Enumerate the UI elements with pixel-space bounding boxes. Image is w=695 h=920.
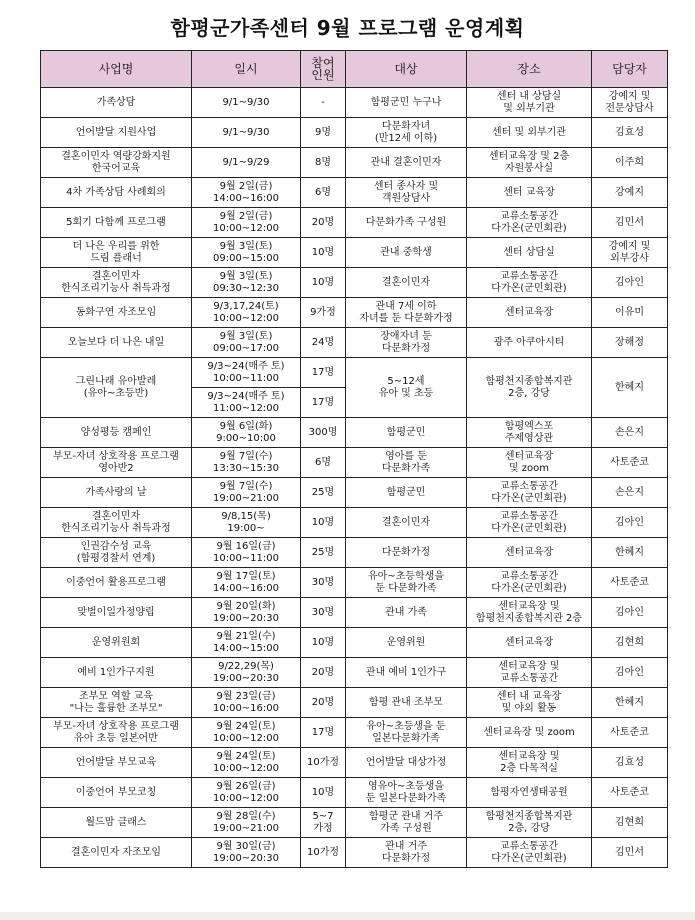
- cell-manager: 강예지 및 외부강사: [592, 238, 668, 268]
- program-schedule-table: [40, 50, 668, 868]
- cell-business: 동화구연 자조모임: [41, 298, 192, 328]
- cell-manager: 김아인: [592, 508, 668, 538]
- cell-manager: 김아인: [592, 658, 668, 688]
- cell-participants: 300명: [301, 418, 346, 448]
- cell-participants: 25명: [301, 478, 346, 508]
- cell-participants: 17명: [301, 358, 346, 388]
- cell-datetime: 9월 3일(토) 09:00~15:00: [192, 238, 301, 268]
- cell-business: 가족사랑의 날: [41, 478, 192, 508]
- cell-location: 함평엑스포 주제영상관: [467, 418, 592, 448]
- table-row: [41, 238, 668, 268]
- cell-location: 함평천지종합복지관 2층, 강당: [467, 808, 592, 838]
- cell-datetime: 9/1~9/30: [192, 118, 301, 148]
- cell-participants: 20명: [301, 688, 346, 718]
- cell-manager: 김현희: [592, 808, 668, 838]
- cell-business: 4차 가족상담 사례회의: [41, 178, 192, 208]
- cell-datetime: 9월 3일(토) 09:00~17:00: [192, 328, 301, 358]
- table-row: [41, 508, 668, 538]
- cell-datetime: 9/8,15(목) 19:00~: [192, 508, 301, 538]
- cell-datetime: 9월 16일(금) 10:00~11:00: [192, 538, 301, 568]
- cell-target: 다문화가정: [346, 538, 467, 568]
- cell-location: 센터교육장 및 zoom: [467, 448, 592, 478]
- table-row: [41, 538, 668, 568]
- table-row: [41, 568, 668, 598]
- cell-manager: 김현희: [592, 628, 668, 658]
- cell-target: 함평 관내 조부모: [346, 688, 467, 718]
- header-manager: 담당자: [592, 51, 668, 88]
- cell-location: 함평자연생태공원: [467, 778, 592, 808]
- cell-datetime: 9/22,29(목) 19:00~20:30: [192, 658, 301, 688]
- cell-target: 언어발달 대상가정: [346, 748, 467, 778]
- cell-business: 가족상담: [41, 88, 192, 118]
- cell-target: 결혼이민자: [346, 268, 467, 298]
- cell-manager: 강예지: [592, 178, 668, 208]
- cell-target: 관내 거주 다문화가정: [346, 838, 467, 868]
- cell-target: 함평군민: [346, 478, 467, 508]
- cell-business: 양성평등 캠페인: [41, 418, 192, 448]
- cell-datetime: 9월 6일(화) 9:00~10:00: [192, 418, 301, 448]
- cell-datetime: 9월 23일(금) 10:00~16:00: [192, 688, 301, 718]
- cell-manager: 이유미: [592, 298, 668, 328]
- cell-business: 부모-자녀 상호작용 프로그램 유아 초등 일본어반: [41, 718, 192, 748]
- cell-manager: 김민서: [592, 838, 668, 868]
- table-row: [41, 658, 668, 688]
- cell-location: 센터교육장 및 zoom: [467, 718, 592, 748]
- cell-manager: 손은지: [592, 418, 668, 448]
- cell-target: 함평군 관내 거주 가족 구성원: [346, 808, 467, 838]
- cell-business: 결혼이민자 자조모임: [41, 838, 192, 868]
- cell-datetime: 9월 2일(금) 14:00~16:00: [192, 178, 301, 208]
- cell-location: 교류소통공간 다가온(군민회관): [467, 568, 592, 598]
- cell-target: 관내 결혼이민자: [346, 148, 467, 178]
- cell-manager: 사토준코: [592, 448, 668, 478]
- table-row: [41, 598, 668, 628]
- cell-manager: 김아인: [592, 268, 668, 298]
- cell-business: 이중언어 활용프로그램: [41, 568, 192, 598]
- cell-participants: 10명: [301, 778, 346, 808]
- cell-target: 다문화가족 구성원: [346, 208, 467, 238]
- cell-datetime: 9월 24일(토) 10:00~12:00: [192, 718, 301, 748]
- cell-participants: 8명: [301, 148, 346, 178]
- cell-location: 센터교육장 및 교류소통공간: [467, 658, 592, 688]
- cell-location: 센터 내 교육장 및 야외 활동: [467, 688, 592, 718]
- cell-datetime: 9월 24일(토) 10:00~12:00: [192, 748, 301, 778]
- cell-business: 부모-자녀 상호작용 프로그램 영아반2: [41, 448, 192, 478]
- cell-participants: 25명: [301, 538, 346, 568]
- cell-participants: 6명: [301, 178, 346, 208]
- header-business: 사업명: [41, 51, 192, 88]
- cell-datetime: 9월 26일(금) 10:00~12:00: [192, 778, 301, 808]
- table-row: [41, 688, 668, 718]
- cell-location: 교류소통공간 다가온(군민회관): [467, 208, 592, 238]
- table-row: [41, 808, 668, 838]
- cell-manager: 김효성: [592, 748, 668, 778]
- cell-manager: 이주희: [592, 148, 668, 178]
- cell-target: 관내 예비 1인가구: [346, 658, 467, 688]
- cell-target: 다문화자녀 (만12세 이하): [346, 118, 467, 148]
- table-row: [41, 418, 668, 448]
- table-row: [41, 148, 668, 178]
- cell-datetime: 9/1~9/30: [192, 88, 301, 118]
- cell-business: 월드맘 클래스: [41, 808, 192, 838]
- cell-datetime: 9월 20일(화) 19:00~20:30: [192, 598, 301, 628]
- cell-participants: 20명: [301, 208, 346, 238]
- cell-location: 센터교육장 및 함평천지종합복지관 2층: [467, 598, 592, 628]
- cell-business: 5회기 다함께 프로그램: [41, 208, 192, 238]
- cell-manager: 한혜지: [592, 538, 668, 568]
- cell-business: 오늘보다 더 나은 내일: [41, 328, 192, 358]
- cell-datetime: 9월 7일(수) 13:30~15:30: [192, 448, 301, 478]
- header-datetime: 일시: [192, 51, 301, 88]
- header-target: 대상: [346, 51, 467, 88]
- table-row: [41, 478, 668, 508]
- table-row: [41, 298, 668, 328]
- page-title: 함평군가족센터 9월 프로그램 운영계획: [170, 16, 525, 40]
- cell-target: 영아를 둔 다문화가족: [346, 448, 467, 478]
- cell-business: 결혼이민자 한식조리기능사 취득과정: [41, 268, 192, 298]
- cell-business: 언어발달 지원사업: [41, 118, 192, 148]
- cell-target: 5~12세 유아 및 초등: [346, 358, 467, 418]
- cell-location: 교류소통공간 다가온(군민회관): [467, 478, 592, 508]
- table-row: [41, 328, 668, 358]
- cell-business: 예비 1인가구지원: [41, 658, 192, 688]
- cell-target: 영유아~초등생을 둔 일본다문화가족: [346, 778, 467, 808]
- cell-participants: 30명: [301, 568, 346, 598]
- cell-location: 교류소통공간 다가온(군민회관): [467, 838, 592, 868]
- cell-target: 관내 가족: [346, 598, 467, 628]
- cell-datetime: 9월 28일(수) 19:00~21:00: [192, 808, 301, 838]
- cell-participants: 30명: [301, 598, 346, 628]
- cell-datetime: 9/3~24(매주 토) 11:00~12:00: [192, 388, 301, 418]
- cell-manager: 김효성: [592, 118, 668, 148]
- table-row: [41, 718, 668, 748]
- cell-manager: 사토준코: [592, 718, 668, 748]
- cell-business: 그린나래 유아발레 (유아~초등반): [41, 358, 192, 418]
- cell-manager: 김민서: [592, 208, 668, 238]
- cell-business: 운영위원회: [41, 628, 192, 658]
- cell-target: 함평군민: [346, 418, 467, 448]
- table-row: [41, 268, 668, 298]
- cell-participants: 9가정: [301, 298, 346, 328]
- table-row: [41, 628, 668, 658]
- table-row: [41, 838, 668, 868]
- cell-location: 센터교육장 및 2층 자원봉사실: [467, 148, 592, 178]
- table-row: [41, 358, 668, 388]
- cell-participants: -: [301, 88, 346, 118]
- cell-location: 함평천지종합복지관 2층, 강당: [467, 358, 592, 418]
- cell-manager: 강예지 및 전문상담사: [592, 88, 668, 118]
- cell-business: 언어발달 부모교육: [41, 748, 192, 778]
- cell-manager: 한혜지: [592, 688, 668, 718]
- cell-target: 함평군민 누구나: [346, 88, 467, 118]
- cell-target: 운영위원: [346, 628, 467, 658]
- cell-datetime: 9월 7일(수) 19:00~21:00: [192, 478, 301, 508]
- cell-location: 센터 및 외부기관: [467, 118, 592, 148]
- cell-manager: 손은지: [592, 478, 668, 508]
- cell-participants: 10명: [301, 268, 346, 298]
- cell-participants: 17명: [301, 388, 346, 418]
- header-location: 장소: [467, 51, 592, 88]
- cell-manager: 한혜지: [592, 358, 668, 418]
- table-row: [41, 448, 668, 478]
- page-bottom-strip: [0, 912, 695, 920]
- cell-business: 결혼이민자 한식조리기능사 취득과정: [41, 508, 192, 538]
- cell-datetime: 9월 2일(금) 10:00~12:00: [192, 208, 301, 238]
- header-participants: 참여 인원: [301, 51, 346, 88]
- cell-business: 이중언어 부모코칭: [41, 778, 192, 808]
- cell-target: 센터 종사자 및 객원상담사: [346, 178, 467, 208]
- cell-participants: 17명: [301, 718, 346, 748]
- cell-participants: 20명: [301, 658, 346, 688]
- cell-manager: 김아인: [592, 598, 668, 628]
- cell-location: 교류소통공간 다가온(군민회관): [467, 508, 592, 538]
- cell-business: 결혼이민자 역량강화지원 한국어교육: [41, 148, 192, 178]
- cell-location: 센터 상담실: [467, 238, 592, 268]
- cell-participants: 10가정: [301, 748, 346, 778]
- cell-datetime: 9/1~9/29: [192, 148, 301, 178]
- table-row: [41, 178, 668, 208]
- cell-location: 센터 내 상담실 및 외부기관: [467, 88, 592, 118]
- cell-target: 유아~초등생을 둔 일본다문화가족: [346, 718, 467, 748]
- cell-business: 인권감수성 교육 (함평경찰서 연계): [41, 538, 192, 568]
- cell-participants: 24명: [301, 328, 346, 358]
- table-row: [41, 208, 668, 238]
- cell-participants: 10명: [301, 628, 346, 658]
- cell-location: 센터교육장 및 2층 다목적실: [467, 748, 592, 778]
- cell-manager: 사토준코: [592, 568, 668, 598]
- cell-location: 교류소통공간 다가온(군민회관): [467, 268, 592, 298]
- cell-location: 센터교육장: [467, 298, 592, 328]
- cell-target: 장애자녀 둔 다문화가정: [346, 328, 467, 358]
- cell-datetime: 9/3~24(매주 토) 10:00~11:00: [192, 358, 301, 388]
- cell-participants: 6명: [301, 448, 346, 478]
- cell-business: 조부모 역할 교육 "나는 훌륭한 조부모": [41, 688, 192, 718]
- table-row: [41, 118, 668, 148]
- cell-datetime: 9월 30일(금) 19:00~20:30: [192, 838, 301, 868]
- table-body: [41, 88, 668, 868]
- cell-target: 관내 중학생: [346, 238, 467, 268]
- cell-manager: 사토준코: [592, 778, 668, 808]
- cell-participants: 10명: [301, 508, 346, 538]
- table-row: [41, 88, 668, 118]
- cell-participants: 5~7 가정: [301, 808, 346, 838]
- cell-target: 결혼이민자: [346, 508, 467, 538]
- cell-location: 센터 교육장: [467, 178, 592, 208]
- table-row: [41, 778, 668, 808]
- cell-location: 센터교육장: [467, 628, 592, 658]
- cell-datetime: 9월 3일(토) 09:30~12:30: [192, 268, 301, 298]
- cell-target: 관내 7세 이하 자녀를 둔 다문화가정: [346, 298, 467, 328]
- cell-manager: 장해정: [592, 328, 668, 358]
- cell-datetime: 9/3,17,24(토) 10:00~12:00: [192, 298, 301, 328]
- cell-participants: 9명: [301, 118, 346, 148]
- cell-datetime: 9월 17일(토) 14:00~16:00: [192, 568, 301, 598]
- table-header-row: [41, 51, 668, 88]
- cell-participants: 10명: [301, 238, 346, 268]
- cell-location: 센터교육장: [467, 538, 592, 568]
- table-row: [41, 748, 668, 778]
- cell-business: 더 나은 우리를 위한 드림 플래너: [41, 238, 192, 268]
- cell-location: 광주 아쿠아시티: [467, 328, 592, 358]
- cell-business: 맞벌이일가정양립: [41, 598, 192, 628]
- cell-target: 유아~초등학생을 둔 다문화가족: [346, 568, 467, 598]
- cell-datetime: 9월 21일(수) 14:00~15:00: [192, 628, 301, 658]
- cell-participants: 10가정: [301, 838, 346, 868]
